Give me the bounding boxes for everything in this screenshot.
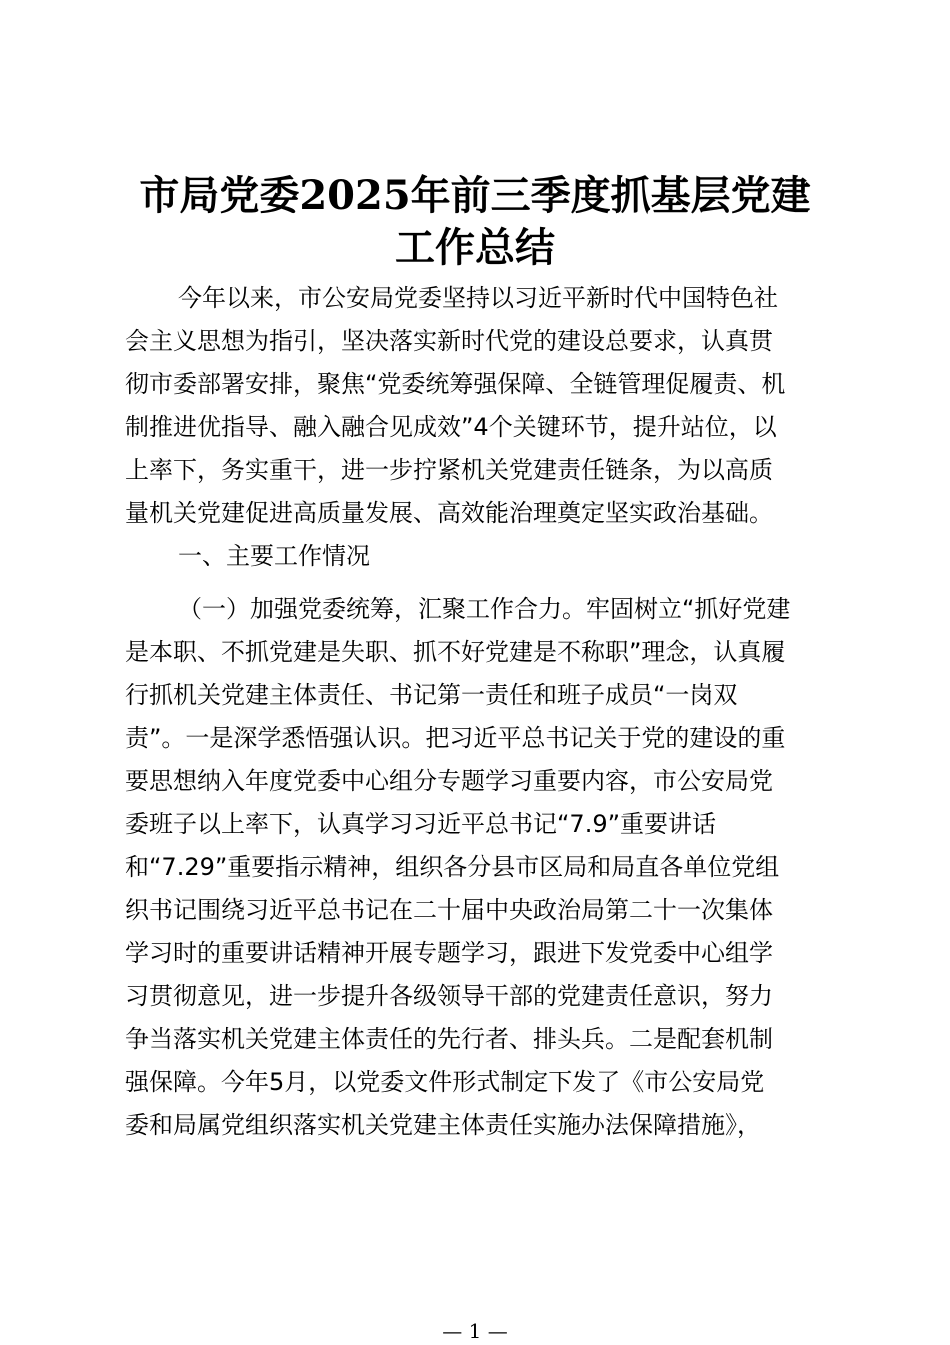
- paragraph-line: 学习时的重要讲话精神开展专题学习，跟进下发党委中心组学: [125, 939, 773, 967]
- paragraph-line: 委和局属党组织落实机关党建主体责任实施办法保障措施》，: [125, 1111, 761, 1139]
- paragraph-line: 和“7.29”重要指示精神，组织各分县市区局和局直各单位党组: [125, 853, 780, 881]
- paragraph-line: 要思想纳入年度党委中心组分专题学习重要内容，市公安局党: [125, 767, 773, 795]
- paragraph-line: 会主义思想为指引，坚决落实新时代党的建设总要求，认真贯: [125, 327, 773, 355]
- paragraph-line: 织书记围绕习近平总书记在二十届中央政治局第二十一次集体: [125, 896, 773, 924]
- paragraph-line: （一）加强党委统筹，汇聚工作合力。牢固树立“抓好党建: [178, 595, 791, 623]
- paragraph-line: 争当落实机关党建主体责任的先行者、排头兵。二是配套机制: [125, 1025, 773, 1053]
- paragraph-line: 今年以来，市公安局党委坚持以习近平新时代中国特色社: [178, 284, 778, 312]
- paragraph-line: 上率下，务实重干，进一步拧紧机关党建责任链条，为以高质: [125, 456, 773, 484]
- paragraph-line: 习贯彻意见，进一步提升各级领导干部的党建责任意识，努力: [125, 982, 773, 1010]
- paragraph-line: 强保障。今年5月，以党委文件形式制定下发了《市公安局党: [125, 1068, 765, 1096]
- paragraph-line: 责”。一是深学悉悟强认识。把习近平总书记关于党的建设的重: [125, 724, 786, 752]
- paragraph-line: 行抓机关党建主体责任、书记第一责任和班子成员“一岗双: [125, 681, 738, 709]
- paragraph-line: 彻市委部署安排，聚焦“党委统筹强保障、全链管理促履责、机: [125, 370, 786, 398]
- paragraph-line: 量机关党建促进高质量发展、高效能治理奠定坚实政治基础。: [125, 499, 773, 527]
- section-heading: 一、主要工作情况: [178, 542, 370, 570]
- document-title-line-1: 市局党委2025年前三季度抓基层党建: [139, 172, 811, 219]
- paragraph-line: 委班子以上率下，认真学习习近平总书记“7.9”重要讲话: [125, 810, 717, 838]
- document-title-line-2: 工作总结: [395, 224, 555, 271]
- page-number: — 1 —: [442, 1319, 508, 1343]
- paragraph-line: 是本职、不抓党建是失职、抓不好党建是不称职”理念，认真履: [125, 638, 786, 666]
- paragraph-line: 制推进优指导、融入融合见成效”4个关键环节，提升站位，以: [125, 413, 777, 441]
